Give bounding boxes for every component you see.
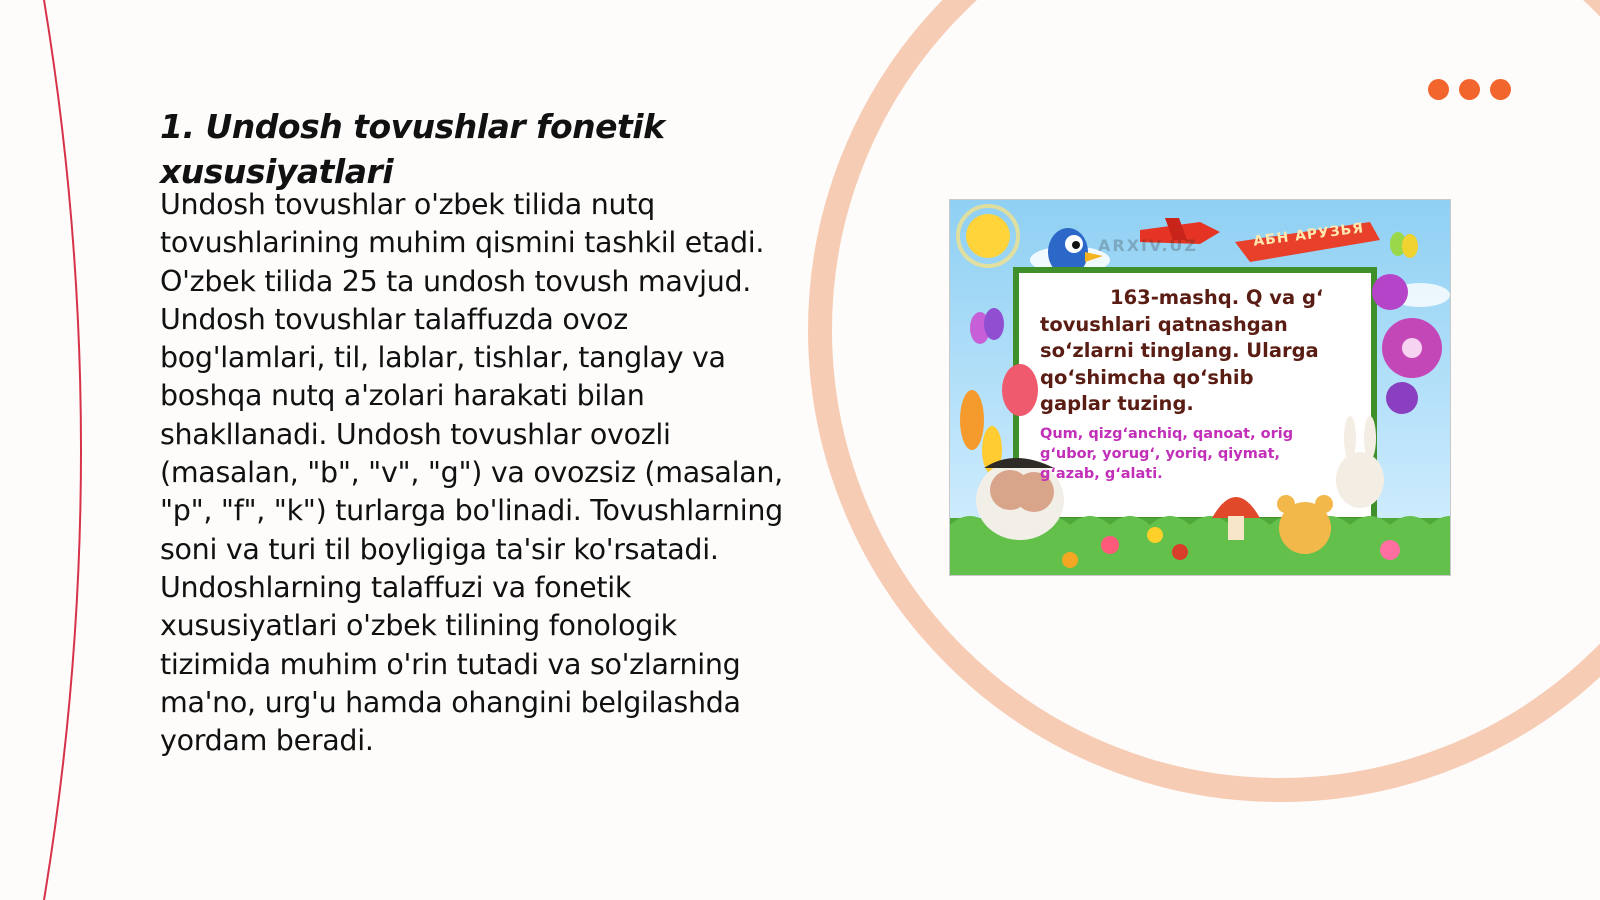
left-curve <box>44 0 81 900</box>
banner-label: АБН АРУЗЬЯ <box>1252 220 1365 250</box>
word-line: g‘ubor, yorug‘, yoriq, qiymat, <box>1040 445 1281 462</box>
body-line: shakllanadi. Undosh tovushlar ovozli <box>160 417 671 451</box>
title-line: 1. Undosh tovushlar fonetik <box>160 107 665 146</box>
sun-icon <box>966 214 1010 258</box>
exercise-illustration <box>950 200 1450 575</box>
body-line: Undoshlarning talaffuzi va fonetik <box>160 570 632 604</box>
body-line: Undosh tovushlar o'zbek tilida nutq <box>160 188 655 221</box>
title-line: xususiyatlari <box>160 152 394 191</box>
watermark: ARXIV.UZ <box>1098 236 1198 255</box>
body-line: tizimida muhim o'rin tutadi va so'zlarning <box>160 647 741 681</box>
exercise-heading-line: 163-mashq. Q va g‘ <box>1110 286 1324 309</box>
dot <box>1428 79 1449 100</box>
exercise-heading-line: tovushlari qatnashgan <box>1040 312 1288 336</box>
dot <box>1459 79 1480 100</box>
body-line: O'zbek tilida 25 ta undosh tovush mavjud. <box>160 264 752 298</box>
exercise-heading-line: qo‘shimcha qo‘shib <box>1040 365 1254 389</box>
dot <box>1490 79 1511 100</box>
body-line: soni va turi til boyligiga ta'sir ko'rsatadi. <box>160 532 719 566</box>
slide-title <box>160 104 800 194</box>
body-line: "p", "f", "k") turlarga bo'linadi. Tovushlarning <box>160 494 783 528</box>
body-paragraph <box>160 186 840 760</box>
body-line: ma'no, urg'u hamda ohangini belgilashda <box>160 685 741 719</box>
body-line: Undosh tovushlar talaffuzda ovoz <box>160 302 628 336</box>
body-line: bog'lamlari, til, lablar, tishlar, tanglay va <box>160 341 726 375</box>
exercise-words <box>1040 424 1365 484</box>
body-line: boshqa nutq a'zolari harakati bilan <box>160 379 645 413</box>
exercise-text <box>1040 285 1365 484</box>
body-line: (masalan, "b", "v", "g") va ovozsiz (masalan, <box>160 456 783 490</box>
exercise-heading-line: gaplar tuzing. <box>1040 392 1194 415</box>
word-line: g‘azab, g‘alati. <box>1040 465 1163 482</box>
more-dots-icon <box>1428 79 1511 100</box>
word-line: Qum, qizg‘anchiq, qanoat, orig <box>1040 425 1294 442</box>
body-line: xususiyatlari o'zbek tilining fonologik <box>160 609 677 643</box>
exercise-heading-line: so‘zlarni tinglang. Ularga <box>1040 339 1319 362</box>
body-line: yordam beradi. <box>160 724 374 758</box>
body-line: tovushlarining muhim qismini tashkil etadi. <box>160 226 765 260</box>
